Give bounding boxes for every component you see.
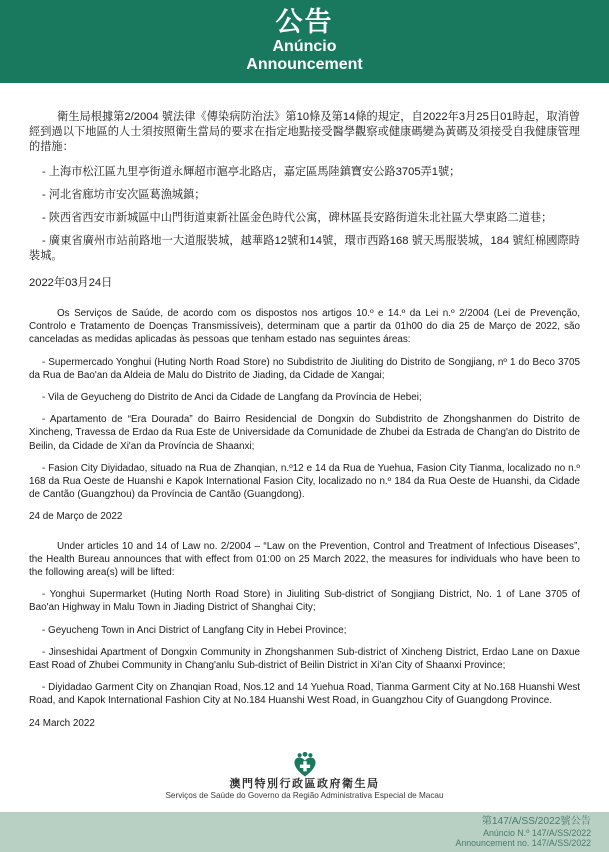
health-bureau-heart-logo (292, 752, 318, 777)
pt-intro-paragraph: Os Serviços de Saúde, de acordo com os dispostos nos artigos 10.º e 14.º da Lei n.º 2/2004 (Lei de Prevenção, Controlo e Tratamento de Doenças Transmissíveis), determinam que a partir da 01h00 do dia 25 de Março de 2022, são canceladas as medidas aplicadas às pessoas que tenham estado nas seguintes áreas: (29, 308, 580, 346)
page-title-pt: Anúncio (272, 38, 337, 55)
pt-list-item-4: - Fasion City Diyidadao, situado na Rua de Zhanqian, n.º12 e 14 da Rua de Yuehua, Fasion City Tianma, localizado no n.º 168 da Rua Oeste de Huanshi e Kapok International Fasion City, localizado no n.º 184 da Rua Oeste de Huanshi, da Cidade de Cantão (Guangzhou) da Província de Cantão (Guangdong). (29, 462, 580, 501)
page-title-zh: 公告 (275, 7, 334, 37)
zh-date: 2022年03月24日 (29, 277, 113, 289)
reference-number-en: Announcement no. 147/A/SS/2022 (455, 838, 591, 848)
en-list-item-4: - Diyidadao Garment City on Zhanqian Road, Nos.12 and 14 Yuehua Road, Tianma Garment City at No.168 Huanshi West Road, and Kapok International Fashion City at No.184 Huanshi West Road, in Guangzhou City of Guangdong Province. (29, 682, 580, 707)
header-banner (0, 0, 609, 83)
bureau-name-pt: Serviços de Saúde do Governo da Região Administrativa Especial de Macau (165, 791, 444, 800)
pt-list-item-2: - Vila de Geyucheng do Distrito de Anci da Cidade de Langfang da Província de Hebei; (42, 392, 422, 404)
reference-number-pt: Anúncio N.º 147/A/SS/2022 (483, 827, 591, 838)
zh-list-item-1: - 上海市松江區九里亭街道永輝超市滬亭北路店，嘉定區馬陸鎮寶安公路3705弄1號； (42, 166, 461, 178)
page-footer (0, 752, 609, 852)
page-title-en: Announcement (246, 56, 363, 73)
reference-number-bar (0, 812, 609, 852)
en-list-item-3: - Jinseshidai Apartment of Dongxin Community in Zhongshanmen Sub-district of Xincheng District, Erdao Lane on Daxue East Road of Zhubei Community in Chang'anlu Sub-district of Beilin District in Xi'an City of Shaanxi Province; (29, 646, 580, 672)
en-intro-paragraph: Under articles 10 and 14 of Law no. 2/2004 – “Law on the Prevention, Control and Treatment of Infectious Diseases”, the Health Bureau announces that with effect from 01:00 on 25 March 2022, the measures for individuals who have been to the following area(s) will be lifted: (29, 540, 580, 579)
zh-list-item-3: - 陝西省西安市新城區中山門街道東新社區金色時代公寓，碑林區長安路街道朱北社區大學東路二道巷； (42, 212, 553, 224)
pt-date: 24 de Março de 2022 (29, 511, 123, 523)
reference-number-zh: 第147/A/SS/2022號公告 (481, 815, 591, 827)
zh-intro-paragraph: 衛生局根據第2/2004 號法律《傳染病防治法》第10條及第14條的規定，自2022年3月25日01時起，取消曾經到過以下地區的人士須按照衛生當局的要求在指定地點接受醫學觀察或健康碼變為黃碼及須接受自我健康管理的措施： (29, 111, 580, 153)
pt-list-item-1: - Supermercado Yonghui (Huting North Road Store) no Subdistrito de Jiuliting do Distrito de Songjiang, nº 1 do Beco 3705 da Rua de Bao'an da Aldeia de Malu do Distrito de Jiading, da Cidade de Xangai; (29, 356, 580, 381)
document-body (0, 83, 609, 746)
pt-list-item-3: - Apartamento de “Era Dourada” do Bairro Residencial de Dongxin do Subdistrito de Zhongshanmen do Distrito de Xincheng, Travessa de Erdao da Rua Este de Universidade da Comunidade de Zhubei da Estrada de Chang'an do Distrito de Beilin, da Cidade de Xi'an da Província de Shaanxi; (29, 414, 580, 452)
zh-list-item-2: - 河北省廊坊市安次區葛漁城鎮； (42, 189, 206, 201)
en-date: 24 March 2022 (29, 717, 95, 729)
en-list-item-1: - Yonghui Supermarket (Huting North Road Store) in Jiuliting Sub-district of Songjiang District, No. 1 of Lane 3705 of Bao'an Highway in Malu Town in Jiading District of Shanghai City; (29, 589, 580, 614)
bureau-seal (0, 752, 609, 812)
bureau-name-zh: 澳門特別行政區政府衛生局 (229, 778, 380, 790)
en-list-item-2: - Geyucheng Town in Anci District of Langfang City in Hebei Province; (42, 624, 347, 636)
zh-list-item-4: - 廣東省廣州市站前路地一大道服裝城，越華路12號和14號，環市西路168 號天馬服裝城，184 號紅棉國際時裝城。 (29, 235, 580, 262)
